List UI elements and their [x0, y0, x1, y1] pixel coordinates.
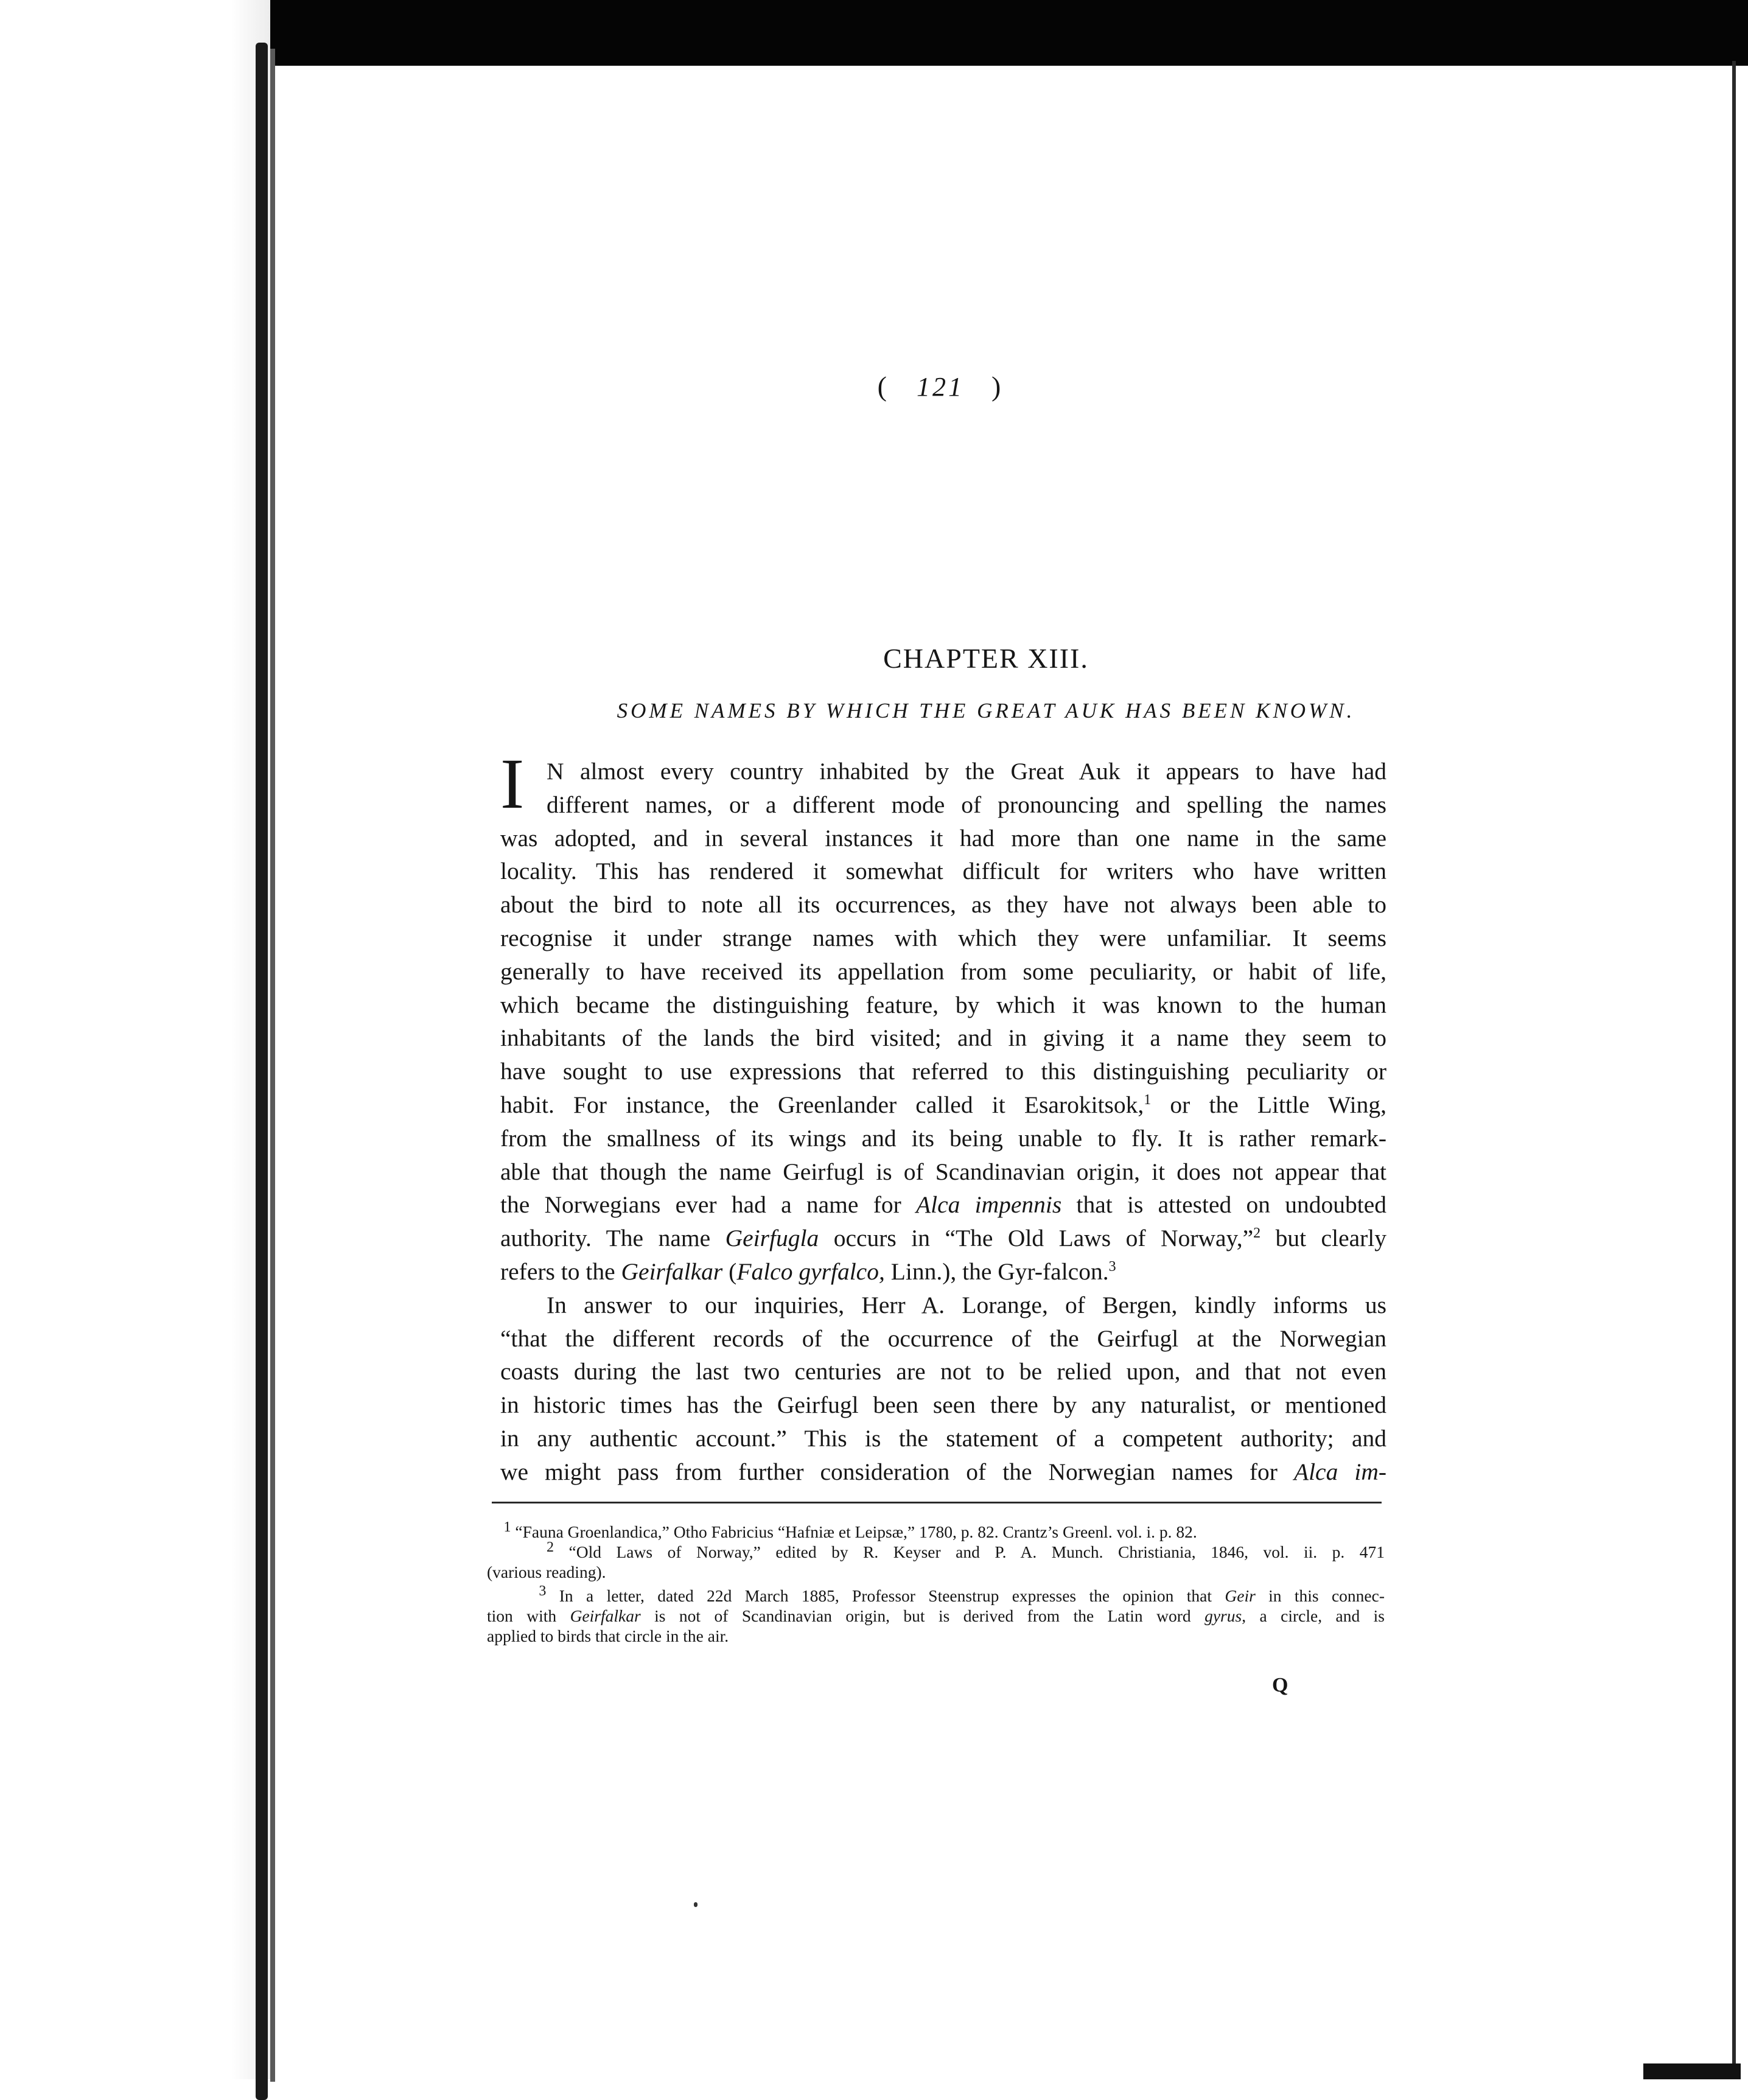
footnote-rule [492, 1502, 1382, 1503]
species-name-italic: Alca im- [1293, 1458, 1386, 1485]
footnote-1 [487, 1519, 1385, 1542]
scan-bottom-corner [1643, 2063, 1741, 2079]
body-line: which became the distinguishing feature, by which it was known to the human [500, 991, 1386, 1018]
body-line [500, 1088, 1386, 1122]
body-line: in any authentic account.” This is the statement of a competent authority; and [500, 1424, 1386, 1452]
term-italic: Geirfalkar [621, 1258, 723, 1285]
footnotes [487, 1519, 1385, 1646]
chapter-title: CHAPTER XIII. [883, 643, 1089, 674]
footnote-italic: Geirfalkar [570, 1606, 641, 1625]
footnote-ref-2: 2 [1253, 1225, 1261, 1241]
body-line: coasts during the last two centuries are not to be relied upon, and that not even [500, 1358, 1386, 1385]
facing-blank-page [0, 0, 270, 2079]
body-line-text: authority. The name [500, 1225, 711, 1252]
body-line-text: habit. For instance, the Greenlander called it Esarokitsok, [500, 1091, 1144, 1118]
term-italic: Geirfugla [725, 1225, 819, 1252]
footnote-3 [487, 1583, 1385, 1606]
footnote-italic: Geir [1225, 1586, 1256, 1605]
book-spine [256, 43, 268, 2100]
body-line [500, 1255, 1386, 1289]
body-line-text: we might pass from further consideration of the Norwegian names for [500, 1458, 1278, 1485]
footnote-mark: 3 [539, 1583, 547, 1599]
footnote-italic: gyrus [1204, 1606, 1242, 1625]
body-line [500, 1188, 1386, 1222]
body-line: recognise it under strange names with which they were unfamiliar. It seems [500, 924, 1386, 951]
body-text [500, 744, 1387, 1489]
page-number-open-paren: ( [877, 371, 889, 402]
body-line-text: occurs in “The Old Laws of Norway,” [819, 1225, 1254, 1252]
chapter-subtitle: SOME NAMES BY WHICH THE GREAT AUK HAS BEEN KNOWN. [617, 699, 1355, 723]
body-line: In answer to our inquiries, Herr A. Lorange, of Bergen, kindly informs us [547, 1291, 1386, 1318]
footnote-text: in this connec- [1255, 1586, 1385, 1605]
footnote-mark: 1 [503, 1519, 511, 1535]
drop-cap: I [500, 744, 525, 824]
body-line: from the smallness of its wings and its being unable to fly. It is rather remark- [500, 1124, 1386, 1152]
footnote-3-end: applied to birds that circle in the air. [487, 1626, 729, 1645]
body-line-text: but clearly [1260, 1225, 1387, 1252]
footnote-2-cont: (various reading). [487, 1563, 606, 1581]
body-line: inhabitants of the lands the bird visited; and in giving it a name they seem to [500, 1024, 1386, 1052]
book-spine-edge [270, 49, 275, 2082]
body-line [500, 1222, 1386, 1255]
footnote-text: tion with [487, 1606, 570, 1625]
signature-mark: Q [1272, 1674, 1288, 1696]
body-line: have sought to use expressions that referred to this distinguishing peculiarity or [500, 1058, 1386, 1085]
footnote-ref-3: 3 [1108, 1258, 1116, 1275]
body-line-text: or the Little Wing, [1151, 1091, 1386, 1118]
page-number-value: 121 [917, 372, 964, 402]
body-line-text: the Norwegians ever had a name for [500, 1191, 901, 1219]
body-line: generally to have received its appellation from some peculiarity, or habit of life, [500, 957, 1386, 985]
body-line: “that the different records of the occurrence of the Geirfugl at the Norwegian [500, 1325, 1386, 1352]
species-name-italic: Falco gyrfalco, [736, 1258, 885, 1285]
body-line: about the bird to note all its occurrences, as they have not always been able to [500, 891, 1386, 919]
footnote-text: In a letter, dated 22d March 1885, Professor Steenstrup expresses the opinion that [559, 1586, 1225, 1605]
page-number-close-paren: ) [991, 371, 1004, 402]
footnote-text: “Old Laws of Norway,” edited by R. Keyser and P. A. Munch. Christiania, 1846, vol. ii. p. 471 [568, 1542, 1385, 1561]
body-line: in historic times has the Geirfugl been seen there by any naturalist, or mentioned [500, 1391, 1386, 1419]
body-line: was adopted, and in several instances it had more than one name in the same [500, 824, 1386, 852]
body-line: different names, or a different mode of pronouncing and spelling the names [547, 791, 1386, 818]
footnote-2 [487, 1539, 1385, 1562]
page-number [852, 370, 1029, 402]
body-line: able that though the name Geirfugl is of Scandinavian origin, it does not appear that [500, 1158, 1386, 1185]
body-line-text: refers to the [500, 1258, 615, 1285]
scan-right-border [1732, 61, 1736, 2079]
body-line-text: ( [722, 1258, 737, 1285]
footnote-3-cont [487, 1606, 1385, 1626]
body-line-text: that is attested on undoubted [1061, 1191, 1386, 1219]
footnote-mark: 2 [547, 1539, 554, 1555]
footnote-ref-1: 1 [1144, 1091, 1152, 1108]
footnote-text: “Fauna Groenlandica,” Otho Fabricius “Hafniæ et Leipsæ,” 1780, p. 82. Crantz’s Greenl. vol. i. p. 82. [515, 1522, 1197, 1541]
species-name-italic: Alca impennis [916, 1191, 1062, 1219]
body-line: N almost every country inhabited by the Great Auk it appears to have had [547, 758, 1386, 785]
footnote-text: , a circle, and is [1242, 1606, 1385, 1625]
footnote-text: is not of Scandinavian origin, but is derived from the Latin word [640, 1606, 1205, 1625]
body-line-text: Linn.), the Gyr-falcon. [884, 1258, 1109, 1285]
scan-speck [694, 1902, 697, 1907]
body-line: locality. This has rendered it somewhat difficult for writers who have written [500, 858, 1386, 885]
body-line [500, 1455, 1386, 1489]
